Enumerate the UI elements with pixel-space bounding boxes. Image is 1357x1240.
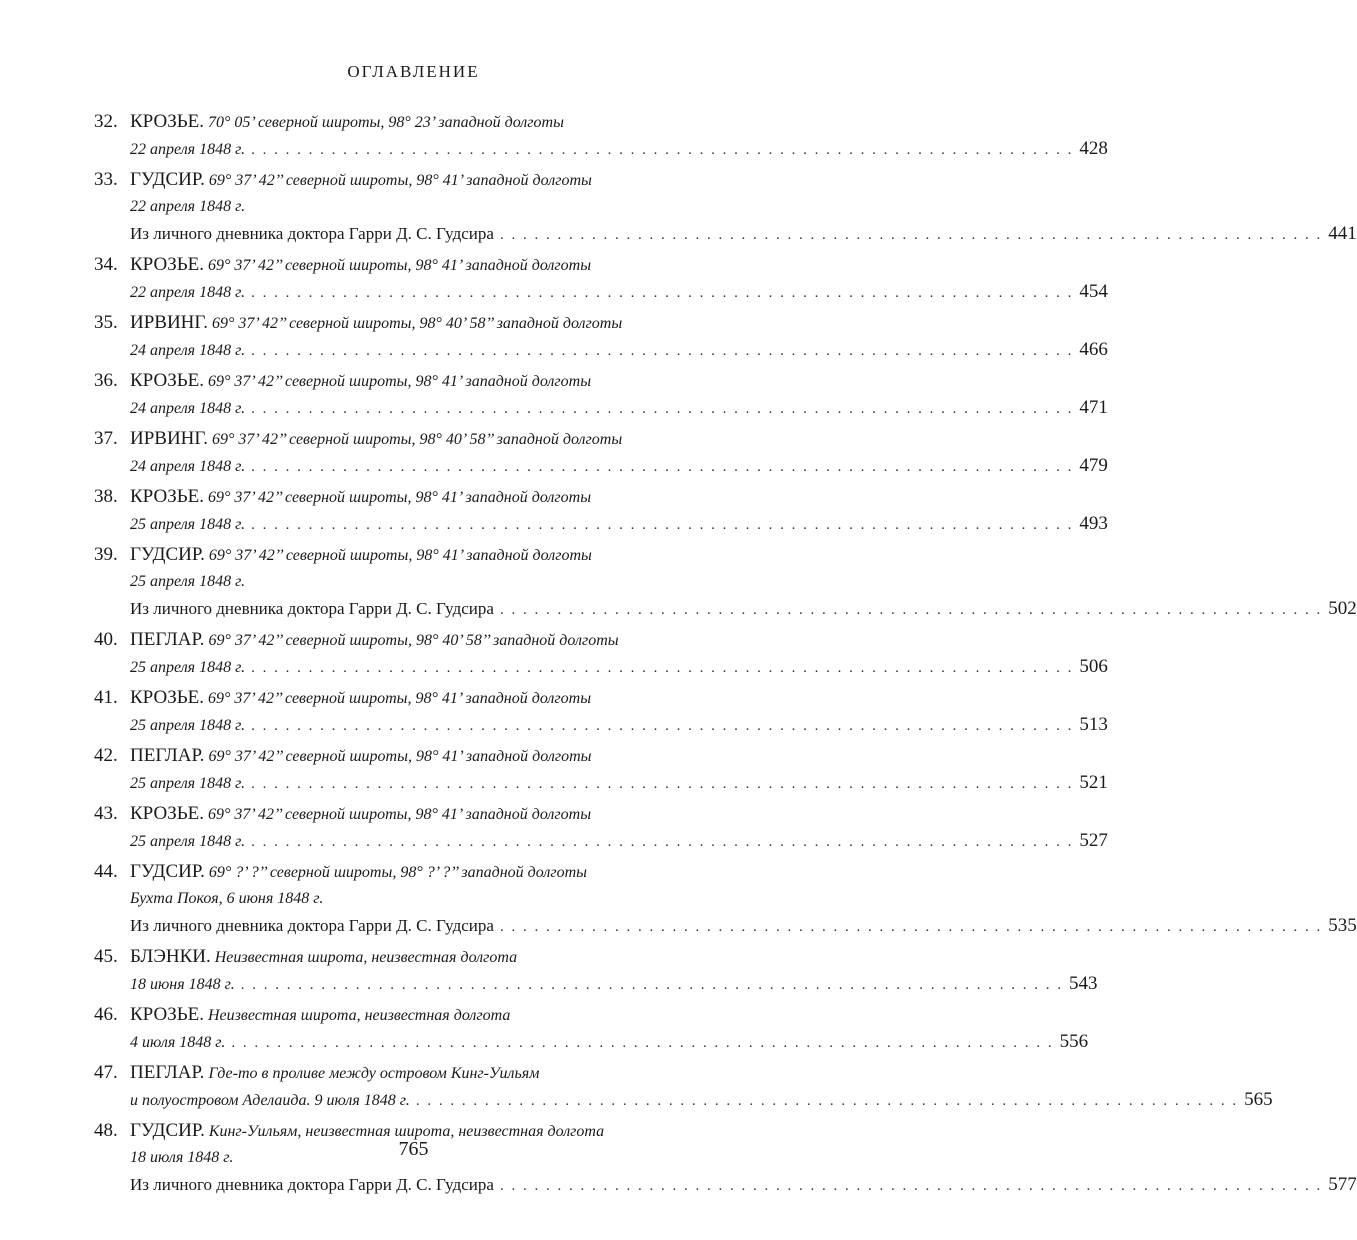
page-reference[interactable]: 565 <box>1244 1089 1273 1110</box>
chapter-narrator: БЛЭНКИ. <box>130 946 211 967</box>
toc-entry-line <box>94 452 1108 479</box>
chapter-location: 69° 37’ 42’’ северной широты, 98° 40’ 58’’ западной долготы <box>212 431 623 448</box>
toc-entry[interactable] <box>94 483 1108 537</box>
chapter-date: 25 апреля 1848 г. <box>130 833 246 850</box>
table-of-contents <box>94 108 1357 1202</box>
dot-leader: . . . . . . . . . . . . . . . . . . . . . . . . . . . . . . . . . . . . . . . . . . . . . . . . . . . . . . . . . . . . . . . . . . . . . . . . <box>251 401 1074 417</box>
chapter-date: 25 апреля 1848 г. <box>130 775 246 792</box>
chapter-number: 37. <box>94 428 118 449</box>
toc-entry-line <box>94 827 1108 854</box>
toc-entry-line <box>94 278 1108 305</box>
chapter-location: 69° 37’ 42’’ северной широты, 98° 41’ западной долготы <box>207 806 592 823</box>
page-reference[interactable]: 454 <box>1079 281 1108 302</box>
toc-entry-line <box>94 1086 1273 1113</box>
chapter-narrator: ГУДСИР. <box>130 169 205 190</box>
toc-entry-line <box>94 220 1357 247</box>
chapter-narrator: КРОЗЬЕ. <box>130 254 204 275</box>
page-reference[interactable]: 577 <box>1328 1174 1357 1195</box>
toc-entry-heading <box>94 251 728 278</box>
chapter-narrator: ГУДСИР. <box>130 861 205 882</box>
toc-entry[interactable] <box>94 943 1098 997</box>
chapter-number: 46. <box>94 1004 118 1025</box>
chapter-number: 40. <box>94 629 118 650</box>
toc-entry-line <box>94 595 1357 622</box>
toc-entry-line <box>94 653 1108 680</box>
toc-entry[interactable] <box>94 742 1108 796</box>
chapter-date: 25 апреля 1848 г. <box>130 659 246 676</box>
chapter-location: 69° 37’ 42’’ северной широты, 98° 41’ западной долготы <box>208 172 592 189</box>
page-number: 765 <box>398 1138 429 1160</box>
dot-leader: . . . . . . . . . . . . . . . . . . . . . . . . . . . . . . . . . . . . . . . . . . . . . . . . . . . . . . . . . . . . . . . . . . . . . . . . <box>499 227 1323 243</box>
chapter-narrator: КРОЗЬЕ. <box>130 111 204 132</box>
page-reference[interactable]: 543 <box>1068 973 1098 994</box>
toc-entry-heading <box>94 684 728 711</box>
toc-entry-heading <box>94 800 728 827</box>
chapter-narrator: ПЕГЛАР. <box>130 745 205 766</box>
chapter-location: 69° 37’ 42’’ северной широты, 98° 41’ западной долготы <box>208 748 592 765</box>
toc-entry[interactable] <box>94 800 1108 854</box>
chapter-number: 47. <box>94 1062 118 1083</box>
chapter-number: 38. <box>94 486 118 507</box>
chapter-location: 69° 37’ 42’’ северной широты, 98° 41’ западной долготы <box>207 257 592 274</box>
chapter-narrator: КРОЗЬЕ. <box>130 370 204 391</box>
dot-leader: . . . . . . . . . . . . . . . . . . . . . . . . . . . . . . . . . . . . . . . . . . . . . . . . . . . . . . . . . . . . . . . . . . . . . . . . <box>251 459 1074 475</box>
toc-entry-line <box>94 336 1108 363</box>
chapter-subtitle: Из личного дневника доктора Гарри Д. С. Гудсира <box>130 224 494 243</box>
page-reference[interactable]: 466 <box>1079 339 1108 360</box>
toc-entry-heading <box>94 367 728 394</box>
chapter-narrator: ИРВИНГ. <box>130 428 208 449</box>
chapter-date: 22 апреля 1848 г. <box>130 284 246 301</box>
dot-leader: . . . . . . . . . . . . . . . . . . . . . . . . . . . . . . . . . . . . . . . . . . . . . . . . . . . . . . . . . . . . . . . . . . . . . . . . <box>251 776 1074 792</box>
dot-leader: . . . . . . . . . . . . . . . . . . . . . . . . . . . . . . . . . . . . . . . . . . . . . . . . . . . . . . . . . . . . . . . . . . . . . . . . <box>251 343 1074 359</box>
chapter-number: 44. <box>94 861 118 882</box>
chapter-date: 4 июля 1848 г. <box>130 1034 226 1051</box>
chapter-number: 32. <box>94 111 118 132</box>
chapter-location: 69° 37’ 42’’ северной широты, 98° 41’ западной долготы <box>208 547 592 564</box>
chapter-location: 69° 37’ 42’’ северной широты, 98° 40’ 58’’ западной долготы <box>212 315 623 332</box>
toc-entry[interactable] <box>94 541 1357 622</box>
dot-leader: . . . . . . . . . . . . . . . . . . . . . . . . . . . . . . . . . . . . . . . . . . . . . . . . . . . . . . . . . . . . . . . . . . . . . . . . <box>499 602 1323 618</box>
toc-entry-heading <box>94 425 728 452</box>
chapter-narrator: ГУДСИР. <box>130 544 205 565</box>
toc-entry-line <box>94 1028 1089 1055</box>
dot-leader: . . . . . . . . . . . . . . . . . . . . . . . . . . . . . . . . . . . . . . . . . . . . . . . . . . . . . . . . . . . . . . . . . . . . . . . . <box>251 142 1074 158</box>
chapter-narrator: ИРВИНГ. <box>130 312 208 333</box>
chapter-date: 24 апреля 1848 г. <box>130 458 246 475</box>
chapter-date: и полуостровом Аделаида. 9 июля 1848 г. <box>130 1092 410 1109</box>
toc-entry-line <box>94 394 1108 421</box>
chapter-narrator: КРОЗЬЕ. <box>130 803 204 824</box>
chapter-location: 70° 05’ северной широты, 98° 23’ западной долготы <box>207 114 564 131</box>
page-reference[interactable]: 527 <box>1079 830 1108 851</box>
chapter-location: Кинг-Уильям, неизвестная широта, неизвестная долгота <box>208 1123 605 1140</box>
page-reference[interactable]: 535 <box>1328 915 1357 936</box>
toc-entry[interactable] <box>94 108 1108 162</box>
chapter-number: 36. <box>94 370 118 391</box>
chapter-subtitle: Из личного дневника доктора Гарри Д. С. Гудсира <box>130 916 494 935</box>
chapter-date: Бухта Покоя, 6 июня 1848 г. <box>130 890 324 907</box>
chapter-location: 69° 37’ 42’’ северной широты, 98° 41’ западной долготы <box>207 690 592 707</box>
toc-entry-heading <box>94 483 728 510</box>
toc-entry-line <box>94 711 1108 738</box>
chapter-date: 25 апреля 1848 г. <box>130 516 246 533</box>
dot-leader: . . . . . . . . . . . . . . . . . . . . . . . . . . . . . . . . . . . . . . . . . . . . . . . . . . . . . . . . . . . . . . . . . . . . . . . . <box>499 919 1323 935</box>
chapter-date: 24 апреля 1848 г. <box>130 342 246 359</box>
chapter-location: Неизвестная широта, неизвестная долгота <box>214 949 518 966</box>
chapter-date: 18 июня 1848 г. <box>130 976 235 993</box>
chapter-number: 48. <box>94 1120 118 1141</box>
chapter-narrator: КРОЗЬЕ. <box>130 1004 204 1025</box>
chapter-date: 25 апреля 1848 г. <box>130 717 246 734</box>
chapter-narrator: ПЕГЛАР. <box>130 1062 205 1083</box>
chapter-location: Где-то в проливе между островом Кинг-Уильям <box>208 1065 540 1082</box>
chapter-number: 45. <box>94 946 118 967</box>
toc-entry-line <box>94 769 1108 796</box>
dot-leader: . . . . . . . . . . . . . . . . . . . . . . . . . . . . . . . . . . . . . . . . . . . . . . . . . . . . . . . . . . . . . . . . . . . . . . . . <box>415 1093 1239 1109</box>
toc-entry[interactable] <box>94 425 1108 479</box>
toc-entry-heading <box>94 858 728 885</box>
chapter-number: 42. <box>94 745 118 766</box>
page-reference[interactable]: 513 <box>1079 714 1108 735</box>
chapter-number: 43. <box>94 803 118 824</box>
toc-entry-line <box>94 568 728 595</box>
page-reference[interactable]: 441 <box>1328 223 1357 244</box>
toc-entry[interactable] <box>94 858 1357 939</box>
toc-entry[interactable] <box>94 1059 1273 1113</box>
dot-leader: . . . . . . . . . . . . . . . . . . . . . . . . . . . . . . . . . . . . . . . . . . . . . . . . . . . . . . . . . . . . . . . . . . . . . . . . <box>251 660 1074 676</box>
toc-entry-line <box>94 885 728 912</box>
dot-leader: . . . . . . . . . . . . . . . . . . . . . . . . . . . . . . . . . . . . . . . . . . . . . . . . . . . . . . . . . . . . . . . . . . . . . . . . <box>251 517 1074 533</box>
chapter-location: 69° 37’ 42’’ северной широты, 98° 40’ 58’’ западной долготы <box>208 632 619 649</box>
chapter-date: 22 апреля 1848 г. <box>130 198 246 215</box>
toc-entry-line <box>94 193 728 220</box>
page-reference[interactable]: 493 <box>1079 513 1108 534</box>
chapter-narrator: ПЕГЛАР. <box>130 629 205 650</box>
toc-entry[interactable] <box>94 251 1108 305</box>
toc-entry-line <box>94 1171 1357 1198</box>
toc-entry-heading <box>94 309 728 336</box>
chapter-location: 69° ?’ ?’’ северной широты, 98° ?’ ?’’ западной долготы <box>208 864 587 881</box>
chapter-subtitle: Из личного дневника доктора Гарри Д. С. Гудсира <box>130 599 494 618</box>
chapter-number: 34. <box>94 254 118 275</box>
toc-entry-heading <box>94 1001 728 1028</box>
toc-entry-line <box>94 912 1357 939</box>
dot-leader: . . . . . . . . . . . . . . . . . . . . . . . . . . . . . . . . . . . . . . . . . . . . . . . . . . . . . . . . . . . . . . . . . . . . . . . . <box>499 1178 1323 1194</box>
toc-entry-heading <box>94 108 728 135</box>
chapter-narrator: КРОЗЬЕ. <box>130 687 204 708</box>
toc-entry-line <box>94 970 1098 997</box>
page-reference[interactable]: 556 <box>1059 1031 1089 1052</box>
page-reference[interactable]: 521 <box>1079 772 1108 793</box>
page-reference[interactable]: 428 <box>1079 138 1108 159</box>
chapter-narrator: ГУДСИР. <box>130 1120 205 1141</box>
toc-entry-line <box>94 510 1108 537</box>
chapter-number: 39. <box>94 544 118 565</box>
toc-entry-heading <box>94 1059 728 1086</box>
page-reference[interactable]: 471 <box>1079 397 1108 418</box>
chapter-date: 22 апреля 1848 г. <box>130 141 246 158</box>
dot-leader: . . . . . . . . . . . . . . . . . . . . . . . . . . . . . . . . . . . . . . . . . . . . . . . . . . . . . . . . . . . . . . . . . . . . . . . . <box>240 977 1063 993</box>
chapter-location: 69° 37’ 42’’ северной широты, 98° 41’ западной долготы <box>207 373 592 390</box>
toc-entry[interactable] <box>94 684 1108 738</box>
page-reference[interactable]: 502 <box>1328 598 1357 619</box>
toc-entry[interactable] <box>94 166 1357 247</box>
chapter-date: 25 апреля 1848 г. <box>130 573 246 590</box>
dot-leader: . . . . . . . . . . . . . . . . . . . . . . . . . . . . . . . . . . . . . . . . . . . . . . . . . . . . . . . . . . . . . . . . . . . . . . . . <box>251 718 1074 734</box>
chapter-location: Неизвестная широта, неизвестная долгота <box>207 1007 511 1024</box>
dot-leader: . . . . . . . . . . . . . . . . . . . . . . . . . . . . . . . . . . . . . . . . . . . . . . . . . . . . . . . . . . . . . . . . . . . . . . . . <box>251 834 1074 850</box>
page-title: ОГЛАВЛЕНИЕ <box>347 62 480 81</box>
chapter-number: 41. <box>94 687 118 708</box>
toc-entry[interactable] <box>94 1001 1089 1055</box>
page-reference[interactable]: 506 <box>1079 656 1108 677</box>
toc-entry[interactable] <box>94 626 1108 680</box>
toc-entry-heading <box>94 742 728 769</box>
chapter-date: 18 июля 1848 г. <box>130 1149 234 1166</box>
chapter-subtitle: Из личного дневника доктора Гарри Д. С. Гудсира <box>130 1175 494 1194</box>
chapter-location: 69° 37’ 42’’ северной широты, 98° 41’ западной долготы <box>207 489 592 506</box>
chapter-number: 33. <box>94 169 118 190</box>
toc-entry[interactable] <box>94 367 1108 421</box>
toc-entry-line <box>94 135 1108 162</box>
toc-entry-heading <box>94 541 728 568</box>
dot-leader: . . . . . . . . . . . . . . . . . . . . . . . . . . . . . . . . . . . . . . . . . . . . . . . . . . . . . . . . . . . . . . . . . . . . . . . . <box>231 1035 1054 1051</box>
toc-entry-heading <box>94 943 728 970</box>
chapter-number: 35. <box>94 312 118 333</box>
dot-leader: . . . . . . . . . . . . . . . . . . . . . . . . . . . . . . . . . . . . . . . . . . . . . . . . . . . . . . . . . . . . . . . . . . . . . . . . <box>251 285 1074 301</box>
page-reference[interactable]: 479 <box>1079 455 1108 476</box>
toc-entry-heading <box>94 626 728 653</box>
toc-entry-heading <box>94 166 728 193</box>
chapter-date: 24 апреля 1848 г. <box>130 400 246 417</box>
toc-entry[interactable] <box>94 309 1108 363</box>
chapter-narrator: КРОЗЬЕ. <box>130 486 204 507</box>
